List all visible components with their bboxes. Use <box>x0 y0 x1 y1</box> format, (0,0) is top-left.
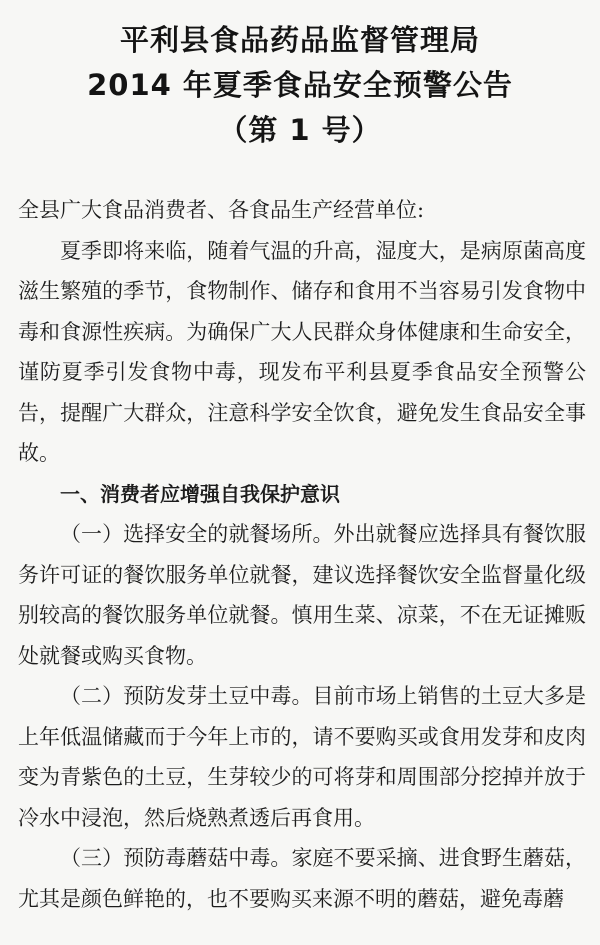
announcement-number: （第 1 号） <box>218 113 382 147</box>
document-body <box>18 190 586 919</box>
section-1-item-1: （一）选择安全的就餐场所。外出就餐应选择具有餐饮服务许可证的餐饮服务单位就餐，建议选择餐饮安全监督量化级别较高的餐饮服务单位就餐。慎用生菜、凉菜，不在无证摊贩处就餐或购买食物。 <box>18 522 586 668</box>
salutation: 全县广大食品消费者、各食品生产经营单位: <box>18 198 425 222</box>
issuing-agency-title: 平利县食品药品监督管理局 <box>119 23 480 57</box>
document-title-block <box>0 18 600 153</box>
announcement-title: 2014 年夏季食品安全预警公告 <box>87 68 513 102</box>
intro-paragraph: 夏季即将来临，随着气温的升高，湿度大，是病原菌高度滋生繁殖的季节，食物制作、储存和食用不当容易引发食物中毒和食源性疾病。为确保广大人民群众身体健康和生命安全，谨防夏季引发食物中毒，现发布平利县夏季食品安全预警公告，提醒广大群众，注意科学安全饮食，避免发生食品安全事故。 <box>18 238 586 465</box>
section-1-item-2: （二）预防发芽土豆中毒。目前市场上销售的土豆大多是上年低温储藏而于今年上市的，请不要购买或食用发芽和皮肉变为青紫色的土豆，生芽较少的可将芽和周围部分挖掉并放于冷水中浸泡，然后烧熟煮透后再食用。 <box>18 684 586 830</box>
section-heading-1: 一、消费者应增强自我保护意识 <box>60 481 340 506</box>
section-1-item-3: （三）预防毒蘑菇中毒。家庭不要采摘、进食野生蘑菇，尤其是颜色鲜艳的，也不要购买来源不明的蘑菇，避免毒蘑 <box>18 846 586 911</box>
